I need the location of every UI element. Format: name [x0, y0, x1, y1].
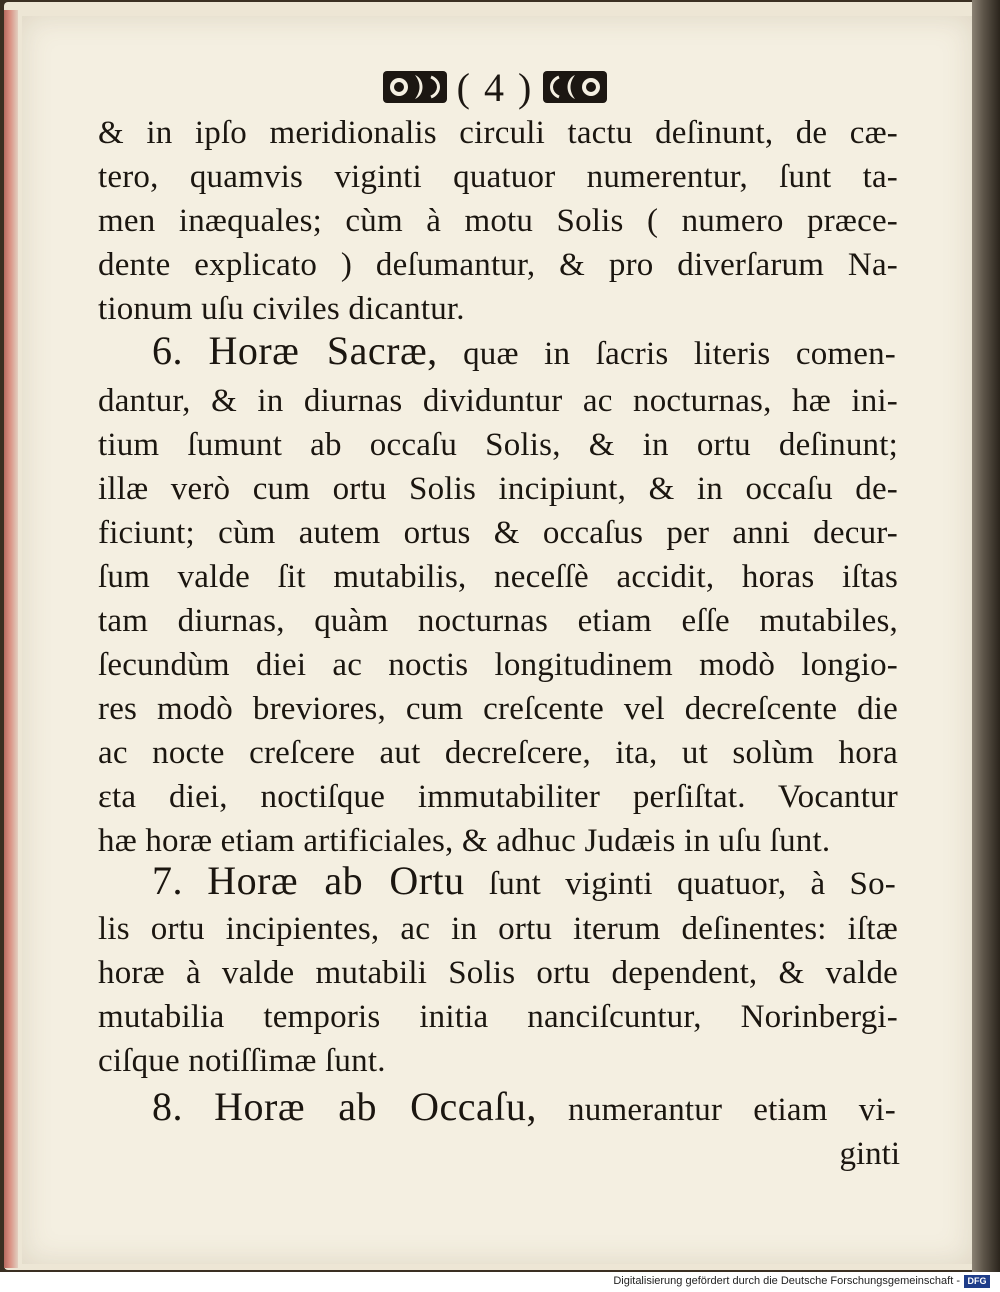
text-run: numerantur etiam vi-: [536, 1092, 896, 1128]
page-header: [380, 58, 610, 116]
section-title: Horæ ab Ortu: [207, 858, 465, 903]
section-number: 6.: [152, 328, 183, 373]
book-gutter: [972, 0, 1000, 1272]
text-line: illæ verò cum ortu Solis incipiunt, & in occaſu de-: [98, 471, 898, 507]
book-edge: [4, 10, 18, 1268]
section-heading-line: [152, 860, 896, 905]
page-number: ( 4 ): [456, 64, 534, 110]
text-line: ſum valde ſit mutabilis, neceſſè accidit, horas iſtas: [98, 559, 898, 595]
text-line: ſecundùm diei ac noctis longitudinem modò longio-: [98, 647, 898, 683]
floral-ornament-icon: [381, 65, 449, 109]
text-line: ficiunt; cùm autem ortus & occaſus per anni decur-: [98, 515, 898, 551]
footer-credit: Digitalisierung gefördert durch die Deutsche Forschungsgemeinschaft -: [613, 1275, 960, 1287]
section-heading-line: [152, 1086, 896, 1131]
text-line: lis ortu incipientes, ac in ortu iterum deſinentes: iſtæ: [98, 911, 898, 947]
text-run: quæ in ſacris literis comen-: [437, 336, 896, 372]
section-number: 8.: [152, 1084, 183, 1129]
catchword: ginti: [839, 1136, 900, 1172]
text-line: horæ à valde mutabili Solis ortu dependent, & valde: [98, 955, 898, 991]
floral-ornament-icon: [541, 65, 609, 109]
text-line: tam diurnas, quàm nocturnas etiam eſſe mutabiles,: [98, 603, 898, 639]
text-line: res modò breviores, cum creſcente vel decreſcente die: [98, 691, 898, 727]
text-line: hæ horæ etiam artificiales, & adhuc Judæis in uſu ſunt.: [98, 823, 831, 859]
section-heading-line: [152, 330, 896, 375]
text-line: men inæquales; cùm à motu Solis ( numero præce-: [98, 203, 898, 239]
text-line: tium ſumunt ab occaſu Solis, & in ortu deſinunt;: [98, 427, 898, 463]
text-run: ſunt viginti quatuor, à So-: [464, 866, 896, 902]
section-number: 7.: [152, 858, 183, 903]
text-line: dente explicato ) deſumantur, & pro diverſarum Na-: [98, 247, 898, 283]
dfg-logo: DFG: [964, 1275, 990, 1288]
section-title: Horæ ab Occaſu,: [214, 1084, 537, 1129]
text-line: tionum uſu civiles dicantur.: [98, 291, 465, 327]
text-line: dantur, & in diurnas dividuntur ac nocturnas, hæ ini-: [98, 383, 898, 419]
text-line: ac nocte creſcere aut decreſcere, ita, ut solùm hora: [98, 735, 898, 771]
text-line: & in ipſo meridionalis circuli tactu deſinunt, de cæ-: [98, 115, 898, 151]
text-line: mutabilia temporis initia nanciſcuntur, Norinbergi-: [98, 999, 898, 1035]
text-line: ciſque notiſſimæ ſunt.: [98, 1043, 386, 1079]
text-line: ɛta diei, noctiſque immutabiliter perſiſtat. Vocantur: [98, 779, 898, 815]
text-line: tero, quamvis viginti quatuor numerentur, ſunt ta-: [98, 159, 898, 195]
section-title: Horæ Sacræ,: [208, 328, 438, 373]
